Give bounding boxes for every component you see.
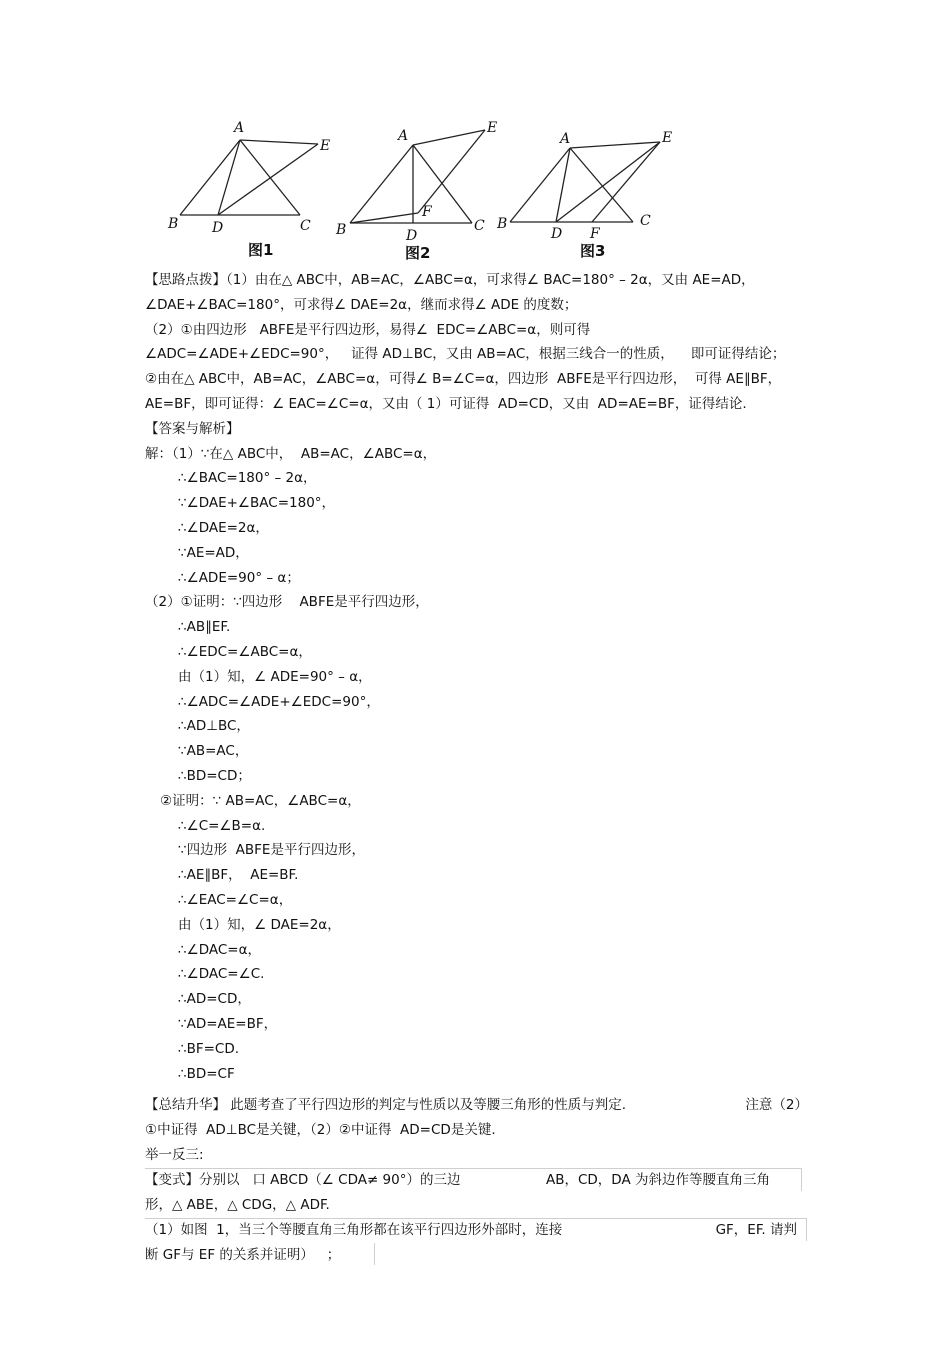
text-line: ∴∠ADC=∠ADE+∠EDC=90°， [178, 694, 380, 710]
text-line: ∵四边形 ABFE是平行四边形， [178, 842, 365, 858]
fig1-label-b: B [168, 216, 179, 232]
summary-line-1 [145, 1095, 808, 1115]
fig3-label-b: B [497, 216, 508, 232]
text-line: （2）①由四边形 ABFE是平行四边形，易得∠ EDC=∠ABC=α，则可得 [145, 322, 591, 338]
figure-2 [350, 130, 485, 223]
variant-box-edge [374, 1243, 375, 1265]
text-line: （2）①证明：∵四边形 ABFE是平行四边形， [145, 594, 429, 610]
fig2-label-e: E [487, 120, 498, 136]
fig2-caption: 图2 [405, 244, 431, 262]
text-line: 由（1）知，∠ ADE=90° – α， [178, 669, 372, 685]
figure-1 [180, 140, 318, 215]
fig1-label-d: D [212, 220, 224, 236]
summary-text: 【总结升华】 此题考查了平行四边形的判定与性质以及等腰三角形的性质与判定. [145, 1097, 627, 1113]
variant-text: 【变式】分别以 口 ABCD（∠ CDA≠ 90°）的三边 [145, 1172, 461, 1188]
fig1-label-e: E [320, 138, 331, 154]
text-line: AE=BF，即可证得：∠ EAC=∠C=α，又由（ 1）可证得 AD=CD，又由 AD=AE=BF，证得结论. [145, 396, 747, 412]
text-line: ∴∠EAC=∠C=α， [178, 892, 293, 908]
fig3-label-f: F [590, 226, 600, 242]
text-line: ∴AB∥EF. [178, 619, 231, 635]
text-line: ∵AB=AC， [178, 743, 249, 759]
geometry-figures [160, 110, 700, 265]
variant-question: （1）如图 1，当三个等腰直角三角形都在该平行四边形外部时，连接 [145, 1222, 563, 1238]
fig3-caption: 图3 [580, 242, 606, 260]
text-line: ∴BF=CD. [178, 1041, 240, 1057]
text-line: ∴∠C=∠B=α. [178, 818, 266, 834]
summary-note: 注意（2） [745, 1097, 808, 1113]
fig3-label-c: C [640, 213, 651, 229]
text-line: 【思路点拨】（1）由在△ ABC中，AB=AC，∠ABC=α，可求得∠ BAC=180° – 2α，又由 AE=AD， [145, 272, 755, 288]
fig3-label-a: A [560, 131, 571, 147]
text-line: ∴∠DAC=α， [178, 942, 261, 958]
fig1-label-a: A [234, 120, 245, 136]
variant-line-4: 断 GF与 EF 的关系并证明） ； [145, 1247, 341, 1263]
text-line: ∴BD=CF [178, 1066, 235, 1082]
text-line: ②由在△ ABC中，AB=AC，∠ABC=α，可得∠ B=∠C=α，四边形 ABFE是平行四边形， 可得 AE∥BF， [145, 371, 782, 387]
text-line: ∵∠DAE+∠BAC=180°， [178, 495, 336, 511]
text-line: ∵AE=AD， [178, 545, 249, 561]
text-line: 解：（1）∵在△ ABC中， AB=AC，∠ABC=α， [145, 446, 437, 462]
text-line: ∵AD=AE=BF， [178, 1016, 278, 1032]
variant-heading: 举一反三: [145, 1147, 204, 1163]
fig1-caption: 图1 [248, 241, 274, 259]
fig2-label-d: D [406, 228, 418, 244]
text-line: ∴∠DAE=2α， [178, 520, 269, 536]
text-line: ∴∠ADE=90° – α； [178, 570, 300, 586]
fig2-label-b: B [336, 222, 347, 238]
variant-line-2: 形，△ ABE，△ CDG，△ ADF. [145, 1197, 330, 1213]
variant-question-end: GF，EF. 请判 [715, 1222, 797, 1238]
text-line: 【答案与解析】 [145, 421, 240, 437]
text-line: ∴∠BAC=180° – 2α， [178, 470, 317, 486]
variant-line-3 [145, 1220, 797, 1240]
fig2-label-c: C [474, 218, 485, 234]
text-line: ∴∠EDC=∠ABC=α， [178, 644, 312, 660]
text-line: ∠ADC=∠ADE+∠EDC=90°， 证得 AD⊥BC，又由 AB=AC，根据三线合一的性质， 即可证得结论； [145, 346, 786, 362]
text-line: 由（1）知，∠ DAE=2α， [178, 917, 341, 933]
text-line: ∴∠DAC=∠C. [178, 966, 265, 982]
fig3-label-e: E [662, 130, 673, 146]
text-line: ∴AD⊥BC， [178, 718, 250, 734]
fig2-label-f: F [422, 204, 432, 220]
fig3-label-d: D [551, 226, 563, 242]
variant-line-1 [145, 1170, 770, 1190]
text-line: ∴AE∥BF， AE=BF. [178, 867, 299, 883]
figure-3 [510, 142, 660, 222]
text-line: ②证明：∵ AB=AC，∠ABC=α， [160, 793, 361, 809]
fig1-label-c: C [300, 218, 311, 234]
text-line: ∴BD=CD； [178, 768, 251, 784]
text-line: ∴AD=CD， [178, 991, 251, 1007]
summary-line-2: ①中证得 AD⊥BC是关键，（2）②中证得 AD=CD是关键. [145, 1122, 496, 1138]
variant-text-end: AB，CD，DA 为斜边作等腰直角三角 [545, 1172, 770, 1188]
text-line: ∠DAE+∠BAC=180°，可求得∠ DAE=2α，继而求得∠ ADE 的度数； [145, 297, 578, 313]
fig2-label-a: A [398, 128, 409, 144]
